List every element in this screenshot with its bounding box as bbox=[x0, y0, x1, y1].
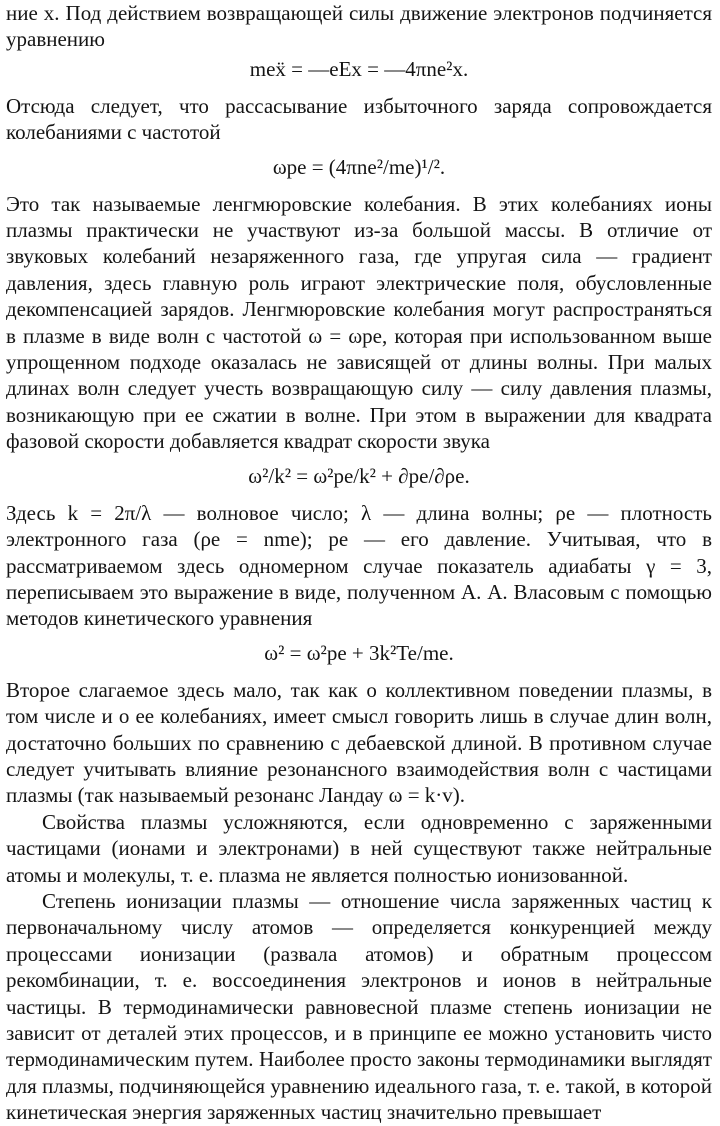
equation-dispersion: ω²/k² = ω²pe/k² + ∂pe/∂ρe. bbox=[248, 463, 470, 488]
paragraph-5: Свойства плазмы усложняются, если одновременно с заряженными частицами (ионами и электронами) в ней существуют также нейтральные атомы и молекулы, т. е. плазма не является полностью ионизованной. bbox=[6, 809, 712, 887]
equation-plasma-frequency: ωpe = (4πne²/me)¹/². bbox=[272, 154, 446, 179]
paragraph-2: Это так называемые ленгмюровские колебания. В этих колебаниях ионы плазмы практически не участвуют из-за большой массы. В отличие от звуковых колебаний незаряженного газа, где упругая сила — градиент давления, здесь главную роль играют электрические поля, обусловленные декомпенсацией зарядов. Ленгмюровские колебания могут распространяться в плазме в виде волн с частотой ω = ωpe, которая при использованном выше упрощенном подходе оказалась не зависящей от длины волны. При малых длинах волн следует учесть возвращающую силу — силу давления плазмы, возникающую при ее сжатии в волне. При этом в выражении для квадрата фазовой скорости добавляется квадрат скорости звука bbox=[6, 191, 712, 454]
equation-motion: meẍ = —eEx = —4πne²x. bbox=[249, 56, 469, 81]
paragraph-1: Отсюда следует, что рассасывание избыточного заряда сопровождается колебаниями с частотой bbox=[6, 93, 712, 145]
paragraph-4: Второе слагаемое здесь мало, так как о коллективном поведении плазмы, в том числе и о ее колебаниях, имеет смысл говорить лишь в случае длин волн, достаточно больших по сравнению с дебаевской длиной. В противном случае следует учитывать влияние резонансного взаимодействия волн с частицами плазмы (так называемый резонанс Ландау ω = k·v). bbox=[6, 677, 712, 808]
paragraph-3: Здесь k = 2π/λ — волновое число; λ — длина волны; ρe — плотность электронного газа (ρe = nme); pe — его давление. Учитывая, что в рассматриваемом здесь одномерном случае показатель адиабаты γ = 3, переписываем это выражение в виде, полученном А. А. Власовым с помощью методов кинетического уравнения bbox=[6, 500, 712, 631]
paragraph-0: ние x. Под действием возвращающей силы движение электронов подчиняется уравнению bbox=[6, 1, 712, 52]
equation-vlasov: ω² = ω²pe + 3k²Te/me. bbox=[264, 640, 454, 665]
paragraph-6: Степень ионизации плазмы — отношение числа заряженных частиц к первоначальному числу атомов — определяется конкуренцией между процессами ионизации (развала атомов) и обратным процессом рекомбинации, т. е. воссоединения электронов и ионов в нейтральные частицы. В термодинамически равновесной плазме степень ионизации не зависит от деталей этих процессов, и в принципе ее можно установить чисто термодинамическим путем. Наиболее просто законы термодинамики выглядят для плазмы, подчиняющейся уравнению идеального газа, т. е. такой, в которой кинетическая энергия заряженных частиц значительно превышает bbox=[6, 888, 712, 1125]
